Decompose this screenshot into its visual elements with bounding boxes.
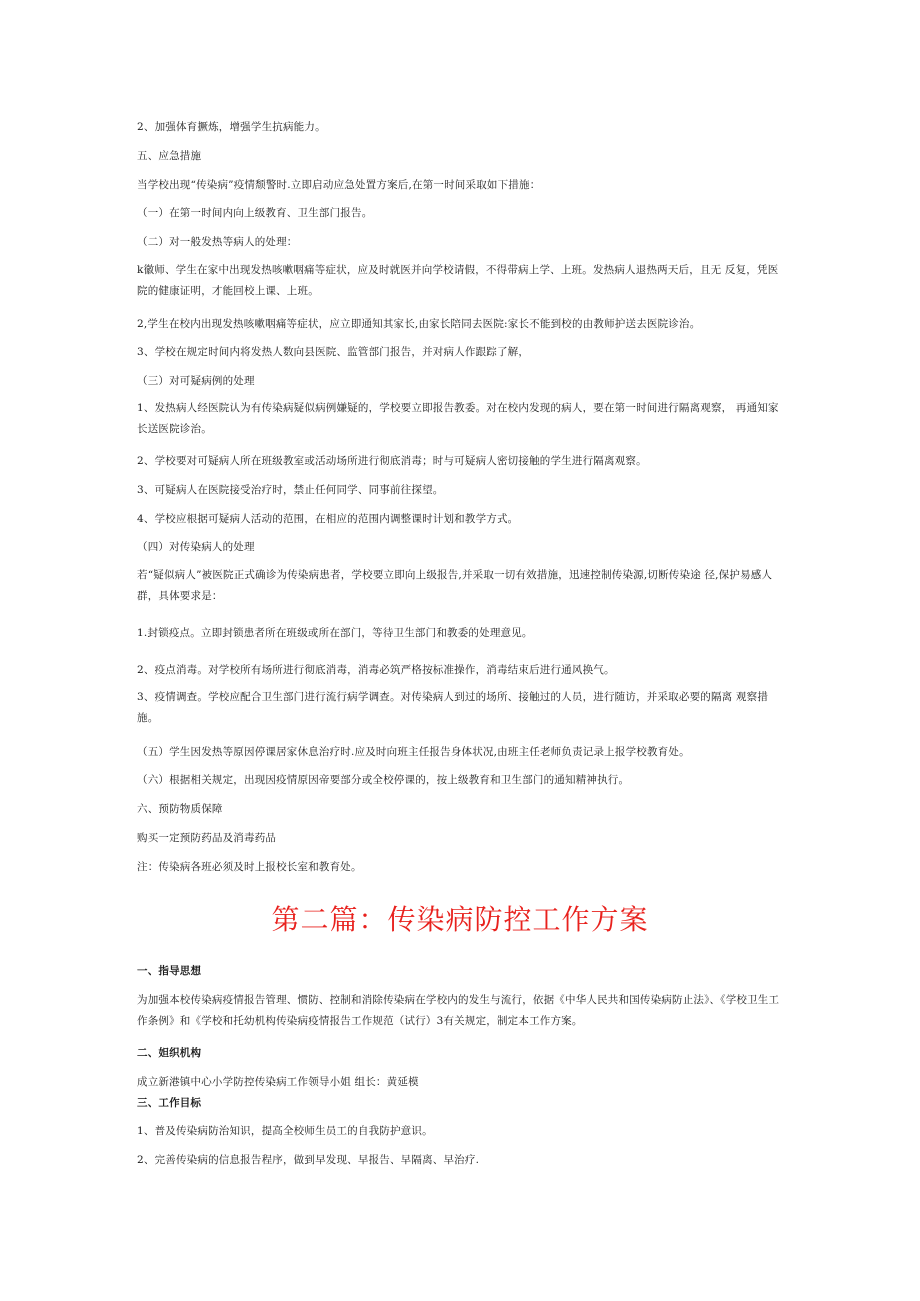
paragraph: 1、普及传染病防治知识，提高全校师生员工的自我防护意识。 — [137, 1125, 433, 1137]
subsection-heading: （二）对一般发热等病人的处理： — [137, 236, 298, 248]
subsection-heading: （五）学生因发热等原因停课居家休息治疗时.应及时向班主任报告身体状况,由班主任老师负责记录上报学校教育处。 — [137, 746, 690, 758]
chapter-title: 第二篇：传染病防控工作方案 — [271, 903, 649, 936]
paragraph: 3、学校在规定时间内将发热人数向县医院、监管部门报告，并对病人作跟踪了解， — [137, 346, 530, 358]
section-heading: 六、预防物质保障 — [137, 803, 223, 815]
paragraph: 2,学生在校内出现发热咳嗽咽痛等症状，应立即通知其家长,由家长陪同去医院:家长不能到校的由教师护送去医院诊治。 — [137, 318, 701, 330]
paragraph: 当学校出现“传染病”疫情颓警时.立即启动应急处置方案后,在第一时间采取如下措施： — [137, 179, 541, 191]
paragraph: 若“疑似病人”被医院正式确诊为传染病患者，学校要立即向上级报告,并采取一切有效措施，迅速控制传染源,切断传染途 径,保护易感人群，具体要求是： — [137, 569, 773, 602]
note: 注：传染病各班必须及时上报校长室和教育处。 — [137, 861, 362, 873]
subsection-heading: （三）对可疑病例的处理 — [137, 375, 255, 387]
subsection-heading: （一）在第一时间内向上级教育、卫生部门报告。 — [137, 207, 373, 219]
paragraph: 1、发热病人经医院认为有传染病疑似病例嫌疑的，学校要立即报告教委。对在校内发现的病人，要在第一时间进行隔离观察， 再通知家长送医院诊治。 — [137, 402, 779, 435]
paragraph: 4、学校应根据可疑病人活动的范围，在相应的范围内调整课时计划和教学方式。 — [137, 513, 519, 525]
paragraph: 2、疫点消毒。对学校所有场所进行彻底消毒，消毒必筑严格按标准操作，消毒结束后进行通风换气。 — [137, 664, 615, 676]
paragraph: 3、可疑病人在医院接受治疗时，禁止任何同学、同事前往探望。 — [137, 484, 444, 496]
subsection-heading: （六）根据相关规定，出现因疫情原因帝要部分或全校停课的，按上级教育和卫生部门的通知精神执行。 — [137, 774, 630, 786]
section-heading: 五、应急措施 — [137, 150, 202, 162]
paragraph: 3、疫情调查。学校应配合卫生部门进行流行病学调查。对传染病人到过的场所、接触过的人员，进行随访，并采取必要的隔离 观察措施。 — [137, 691, 769, 724]
paragraph: 2、加强体育撅炼，增强学生抗病能力。 — [137, 121, 326, 133]
paragraph: 2、完善传染病的信息报告程序，做到早发现、早报告、早隔离、早治疗. — [137, 1154, 480, 1166]
section-heading: 一、指导思想 — [137, 965, 202, 977]
paragraph: 为加强本校传染病疫情报告管理、惯防、控制和消除传染病在学校内的发生与流行，依据《中华人民共和国传染病防止法》、《学校卫生工作条例》和《学校和托幼机构传染病疫情报告工作规范（试行）3有关规定，制定本工作方案。 — [137, 994, 780, 1027]
paragraph: 2、学校要对可疑病人所在班级教室或活动场所进行彻底消毒；时与可疑病人密切接触的学生进行隔离观察。 — [137, 455, 647, 467]
subsection-heading: （四）对传染病人的处理 — [137, 541, 255, 553]
paragraph: 成立新港镇中心小学防控传染病工作领导小姐 组长：黄延模 — [137, 1076, 419, 1088]
section-heading: 三、工作目标 — [137, 1097, 202, 1109]
paragraph: 购买一定预防药品及消毒药品 — [137, 832, 277, 844]
section-heading: 二、妲织机构 — [137, 1047, 202, 1059]
paragraph: k徽师、学生在家中出现发热咳嗽咽痛等症状，应及时就医并向学校请假，不得带病上学、上班。发热病人退热两天后，且无 反复，凭医院的健康证明，才能回校上课、上班。 — [137, 264, 779, 297]
paragraph: 1.封锁疫点。立即封锁患者所在班级或所在部门，等待卫生部门和教委的处理意见。 — [137, 627, 533, 639]
